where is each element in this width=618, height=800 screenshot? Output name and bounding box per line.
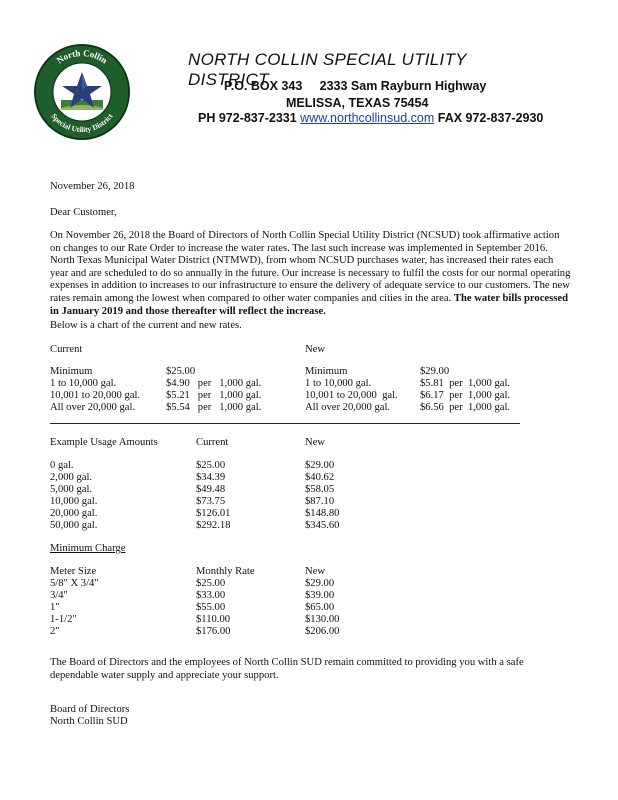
new-rate-value: $6.17 per 1,000 gal. bbox=[420, 390, 511, 401]
meter-new-rate: $206.00 bbox=[305, 626, 340, 637]
usage-current-cost: $34.39 bbox=[196, 472, 226, 483]
meter-size: 3/4" bbox=[50, 590, 68, 601]
usage-current-cost: $49.48 bbox=[196, 484, 226, 495]
rate-tier-label: 1 to 10,000 gal. bbox=[50, 378, 117, 389]
meter-new-rate: $39.00 bbox=[305, 590, 335, 601]
new-rate-value: $6.56 per 1,000 gal. bbox=[420, 402, 511, 413]
salutation: Dear Customer, bbox=[50, 207, 117, 218]
usage-row bbox=[0, 520, 618, 533]
usage-header-row bbox=[0, 437, 618, 450]
meter-size: 1-1/2" bbox=[50, 614, 77, 625]
meter-monthly-rate: $176.00 bbox=[196, 626, 231, 637]
new-rate-tier-label: Minimum bbox=[305, 366, 348, 377]
usage-amount: 5,000 gal. bbox=[50, 484, 93, 495]
rate-tier-label: All over 20,000 gal. bbox=[50, 402, 136, 413]
district-seal-icon bbox=[32, 42, 132, 142]
usage-new-cost: $87.10 bbox=[305, 496, 335, 507]
signature-line-1: Board of Directors bbox=[50, 704, 130, 715]
fax-number: FAX 972-837-2930 bbox=[437, 111, 544, 125]
new-rate-tier-label: 1 to 10,000 gal. bbox=[305, 378, 372, 389]
usage-amount: 10,000 gal. bbox=[50, 496, 98, 507]
address-line-1: P.O. BOX 343 2333 Sam Rayburn Highway bbox=[224, 79, 487, 93]
section-divider bbox=[50, 423, 520, 424]
usage-new-cost: $40.62 bbox=[305, 472, 335, 483]
address-line-2: MELISSA, TEXAS 75454 bbox=[286, 96, 429, 110]
meter-size: 2" bbox=[50, 626, 60, 637]
phone-number: PH 972-837-2331 bbox=[198, 111, 297, 125]
meter-monthly-rate: $33.00 bbox=[196, 590, 226, 601]
usage-amount-header: Example Usage Amounts bbox=[50, 437, 158, 448]
rate-tier-label: 10,001 to 20,000 gal. bbox=[50, 390, 141, 401]
new-rate-tier-label: All over 20,000 gal. bbox=[305, 402, 391, 413]
usage-current-header: Current bbox=[196, 437, 229, 448]
announcement-bold-text: The water bills processed in January 2019 and those thereafter will reflect the increase. bbox=[50, 292, 568, 317]
svg-text:Special Utility District: Special Utility District bbox=[49, 111, 115, 135]
announcement-text: On November 26, 2018 the Board of Directors of North Collin Special Utility District (NCSUD) took affirmative action on changes to our Rate Order to increase the water rates. The last such increase was implemented in September 2016. North Texas Municipal Water District (NTMWD), from whom NCSUD purchases water, has increased their rates each year and are scheduled to do so annually in the future. Our increase is necessary to fulfil the costs for our normal operating expenses in addition to increases to our infrastructure to ensure the delivery of adequate service to our customers. The new rates remain among the lowest when compared to other water companies and cities in the area. bbox=[50, 230, 571, 304]
meter-new-rate: $65.00 bbox=[305, 602, 335, 613]
contact-line bbox=[198, 111, 543, 125]
minimum-charge-title-row bbox=[0, 543, 618, 556]
meter-row bbox=[0, 626, 618, 639]
letter-date: November 26, 2018 bbox=[50, 181, 135, 192]
usage-amount: 50,000 gal. bbox=[50, 520, 98, 531]
current-rate-value: $5.54 per 1,000 gal. bbox=[166, 402, 262, 413]
meter-monthly-rate: $110.00 bbox=[196, 614, 231, 625]
svg-text:North Collin: North Collin bbox=[54, 47, 110, 66]
monthly-rate-header: Monthly Rate bbox=[196, 566, 255, 577]
usage-current-cost: $25.00 bbox=[196, 460, 226, 471]
meter-size: 1" bbox=[50, 602, 60, 613]
usage-amount: 2,000 gal. bbox=[50, 472, 93, 483]
usage-new-cost: $148.80 bbox=[305, 508, 340, 519]
usage-new-cost: $58.05 bbox=[305, 484, 335, 495]
closing-paragraph: The Board of Directors and the employees of North Collin SUD remain committed to providing you with a safe dependable water supply and appreciate your support. bbox=[50, 657, 524, 681]
new-rate-tier-label: 10,001 to 20,000 gal. bbox=[305, 390, 398, 401]
usage-amount: 0 gal. bbox=[50, 460, 74, 471]
usage-new-header: New bbox=[305, 437, 326, 448]
minimum-new-header: New bbox=[305, 566, 326, 577]
announcement-paragraph bbox=[50, 230, 572, 318]
new-rates-header: New bbox=[305, 344, 326, 355]
meter-new-rate: $130.00 bbox=[305, 614, 340, 625]
organization-name: NORTH COLLIN SPECIAL UTILITY DISTRICT bbox=[188, 50, 467, 89]
current-rate-value: $5.21 per 1,000 gal. bbox=[166, 390, 262, 401]
new-rate-value: $5.81 per 1,000 gal. bbox=[420, 378, 511, 389]
signature-line-2: North Collin SUD bbox=[50, 716, 128, 727]
meter-size: 5/8" X 3/4" bbox=[50, 578, 99, 589]
new-rate-value: $29.00 bbox=[420, 366, 450, 377]
rates-intro: Below is a chart of the current and new rates. bbox=[50, 320, 242, 331]
current-rate-value: $25.00 bbox=[166, 366, 196, 377]
meter-monthly-rate: $55.00 bbox=[196, 602, 226, 613]
usage-new-cost: $29.00 bbox=[305, 460, 335, 471]
current-rate-value: $4.90 per 1,000 gal. bbox=[166, 378, 262, 389]
usage-current-cost: $73.75 bbox=[196, 496, 226, 507]
minimum-charge-title: Minimum Charge bbox=[50, 543, 126, 554]
current-rates-header: Current bbox=[50, 344, 83, 355]
rate-row bbox=[0, 402, 618, 415]
website-link[interactable]: www.northcollinsud.com bbox=[300, 111, 435, 125]
rates-header-row bbox=[0, 344, 618, 357]
usage-current-cost: $292.18 bbox=[196, 520, 231, 531]
usage-amount: 20,000 gal. bbox=[50, 508, 98, 519]
usage-current-cost: $126.01 bbox=[196, 508, 231, 519]
meter-size-header: Meter Size bbox=[50, 566, 97, 577]
district-logo bbox=[32, 42, 132, 142]
meter-monthly-rate: $25.00 bbox=[196, 578, 226, 589]
rate-tier-label: Minimum bbox=[50, 366, 93, 377]
meter-new-rate: $29.00 bbox=[305, 578, 335, 589]
usage-new-cost: $345.60 bbox=[305, 520, 340, 531]
